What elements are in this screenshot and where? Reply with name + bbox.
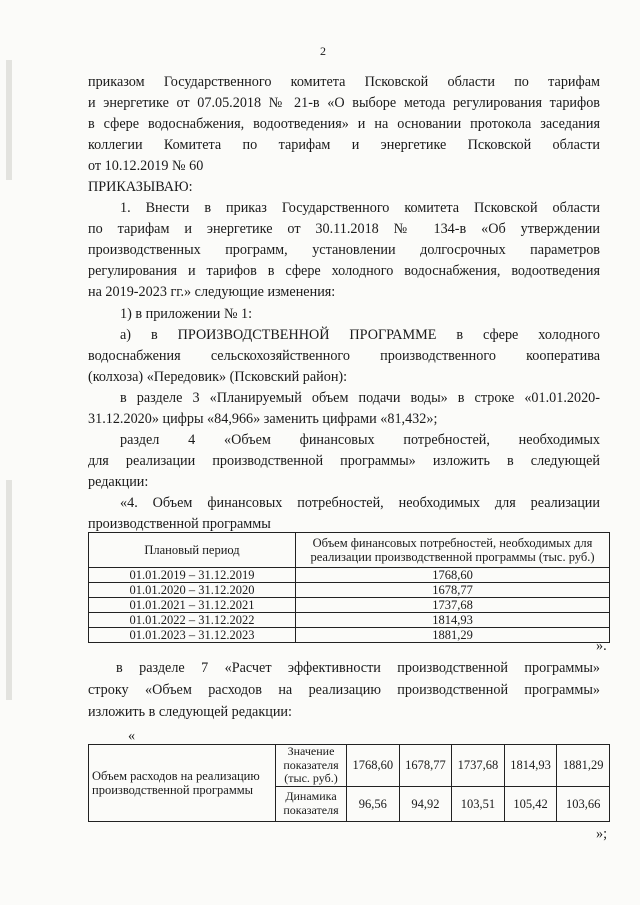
text-line: производственной программы — [88, 516, 271, 532]
text-line: 1. Внести в приказ Государственного комитета Псковской области — [120, 200, 600, 216]
text-line: производственных программ, установлении долгосрочных параметров — [88, 242, 600, 258]
text-line: по тарифам и энергетике от 30.11.2018 № 134-в «Об утверждении — [88, 221, 600, 237]
text-line: для реализации производственной программы» изложить в следующей — [88, 453, 600, 469]
dynamics-cell: 103,51 — [452, 786, 505, 821]
text-line: раздел 4 «Объем финансовых потребностей, необходимых — [120, 432, 600, 448]
text-line: в разделе 7 «Расчет эффективности производственной программы» — [116, 660, 600, 676]
text-line: в сфере водоснабжения, водоотведения» и на основании протокола заседания — [88, 116, 600, 132]
text-line: от 10.12.2019 № 60 — [88, 158, 204, 174]
expenses-label: Объем расходов на реализацию производственной программы — [89, 745, 276, 822]
value-cell: 1678,77 — [296, 583, 610, 598]
text-line: регулирования и тарифов в сфере холодного водоснабжения, водоотведения — [88, 263, 600, 279]
text-line: 31.12.2020» цифры «84,966» заменить цифрами «81,432»; — [88, 411, 438, 427]
text-line: изложить в следующей редакции: — [88, 704, 292, 720]
period-cell: 01.01.2021 – 31.12.2021 — [89, 598, 296, 613]
period-cell: 01.01.2023 – 31.12.2023 — [89, 628, 296, 643]
period-cell: 01.01.2020 – 31.12.2020 — [89, 583, 296, 598]
table-header-amount: Объем финансовых потребностей, необходимых для реализации производственной программы (тыс. руб.) — [296, 533, 610, 568]
text-line: приказом Государственного комитета Псковской области по тарифам — [88, 74, 600, 90]
text-line: коллегии Комитета по тарифам и энергетике Псковской области — [88, 137, 600, 153]
table-header-period: Плановый период — [89, 533, 296, 568]
value-cell: 1768,60 — [296, 568, 610, 583]
value-cell: 1737,68 — [296, 598, 610, 613]
text-line: (колхоза) «Передовик» (Псковский район): — [88, 369, 348, 385]
value-cell: 1814,93 — [504, 745, 557, 787]
expenses-table — [88, 744, 610, 822]
scan-margin-shadow — [6, 480, 12, 700]
text-line: «4. Объем финансовых потребностей, необходимых для реализации — [120, 495, 600, 511]
table-row — [89, 628, 610, 643]
dynamics-cell: 105,42 — [504, 786, 557, 821]
closing-quote: ». — [596, 638, 607, 654]
indicator-value-label: Значение показателя (тыс. руб.) — [276, 745, 347, 787]
text-line: редакции: — [88, 474, 149, 490]
value-cell: 1737,68 — [452, 745, 505, 787]
value-cell: 1768,60 — [347, 745, 400, 787]
value-cell: 1678,77 — [399, 745, 452, 787]
value-cell: 1881,29 — [296, 628, 610, 643]
text-line: водоснабжения сельскохозяйственного производственного кооператива — [88, 348, 600, 364]
text-line: на 2019-2023 гг.» следующие изменения: — [88, 284, 336, 300]
financial-needs-table — [88, 532, 610, 643]
text-line: а) в ПРОИЗВОДСТВЕННОЙ ПРОГРАММЕ в сфере холодного — [120, 327, 600, 343]
value-cell: 1814,93 — [296, 613, 610, 628]
opening-quote: « — [128, 728, 136, 744]
text-line: строку «Объем расходов на реализацию производственной программы» — [88, 682, 600, 698]
text-line: и энергетике от 07.05.2018 № 21-в «О выборе метода регулирования тарифов — [88, 95, 600, 111]
table-row — [89, 598, 610, 613]
closing-quote: »; — [596, 826, 608, 842]
text-line: в разделе 3 «Планируемый объем подачи воды» в строке «01.01.2020- — [120, 390, 600, 406]
period-cell: 01.01.2022 – 31.12.2022 — [89, 613, 296, 628]
indicator-dynamics-label: Динамика показателя — [276, 786, 347, 821]
page-number: 2 — [320, 44, 326, 58]
table-row — [89, 745, 610, 787]
table-row — [89, 613, 610, 628]
table-row — [89, 583, 610, 598]
text-line: 1) в приложении № 1: — [120, 306, 253, 322]
value-cell: 1881,29 — [557, 745, 610, 787]
order-heading: ПРИКАЗЫВАЮ: — [88, 179, 193, 195]
dynamics-cell: 94,92 — [399, 786, 452, 821]
period-cell: 01.01.2019 – 31.12.2019 — [89, 568, 296, 583]
table-row — [89, 568, 610, 583]
scan-margin-shadow — [6, 60, 12, 180]
dynamics-cell: 103,66 — [557, 786, 610, 821]
dynamics-cell: 96,56 — [347, 786, 400, 821]
